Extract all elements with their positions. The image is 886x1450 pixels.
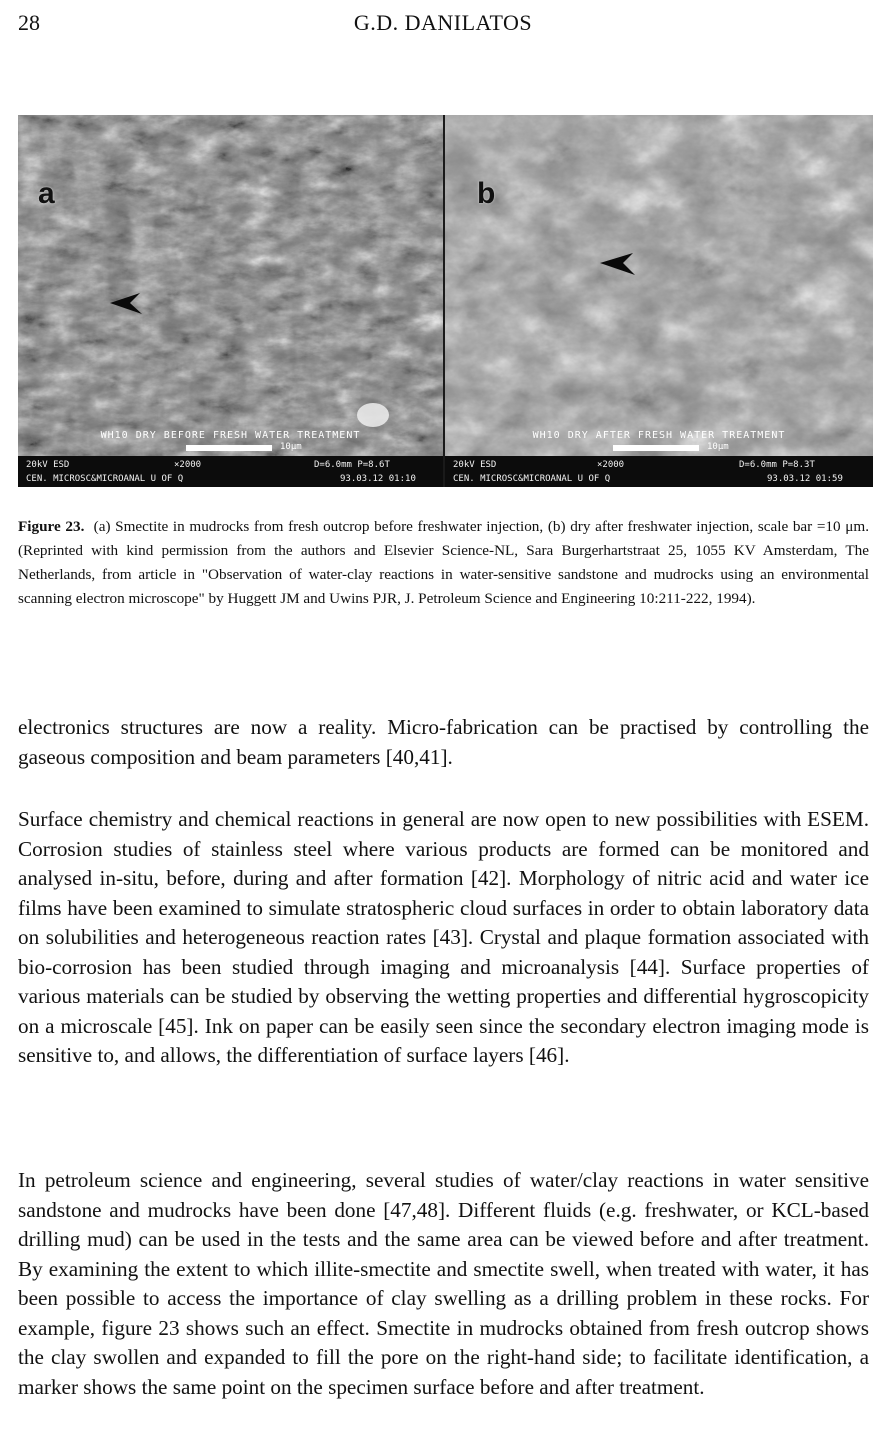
figure-caption: [18, 515, 869, 611]
running-title: G.D. DANILATOS: [353, 10, 533, 35]
panel-label-a: a: [38, 177, 55, 210]
figure-panel-a: [18, 115, 443, 487]
databar-lab-b: CEN. MICROSC&MICROANAL U OF Q: [453, 474, 611, 484]
body-paragraph-2: Surface chemistry and chemical reactions in general are now open to new possibilities with ESEM. Corrosion studies of stainless steel where various products are formed can be monitored and analysed in-situ, before, during and after formation [42]. Morphology of nitric acid and water ice films have been examined to simulate stratospheric cloud surfaces in order to obtain laboratory data on solubilities and heterogeneous reaction rates [43]. Crystal and plaque formation associated with bio-corrosion has been studied through imaging and microanalysis [44]. Surface properties of various materials can be studied by observing the wetting properties and differential hygroscopicity on a microscale [45]. Ink on paper can be easily seen since the secondary electron imaging mode is sensitive to, and allows, the differentiation of surface layers [46].: [18, 807, 869, 1068]
page-header: [18, 10, 868, 40]
panel-label-b: b: [477, 177, 496, 210]
databar-pressure-a: D=6.0mm P=8.6T: [314, 460, 390, 470]
figure-panel-b: [445, 115, 873, 487]
scale-text-b: 10μm: [707, 442, 729, 452]
databar-mag-b: ×2000: [597, 460, 625, 470]
databar-mag-a: ×2000: [174, 460, 202, 470]
figure-23: [18, 115, 873, 487]
scale-bar-b: [613, 445, 699, 451]
scale-text-a: 10μm: [280, 442, 302, 452]
caption-text: (a) Smectite in mudrocks from fresh outcrop before freshwater injection, (b) dry after freshwater injection, scale bar =10 μm. (Reprinted with kind permission from the authors and Elsevier Science-NL, Sara Burgerhartstraat 25, 1055 KV Amsterdam, The Netherlands, from article in "Observation of water-clay reactions in water-sensitive sandstone and mudrocks using an environmental scanning electron microscope" by Huggett JM and Uwins PJR, J. Petroleum Science and Engineering 10:211-222, 1994).: [18, 518, 870, 607]
databar-kv-a: 20kV ESD: [26, 460, 70, 470]
micrograph-banner-a: WH10 DRY BEFORE FRESH WATER TREATMENT: [100, 430, 361, 441]
micrograph-databar-a: [18, 456, 443, 487]
databar-kv-b: 20kV ESD: [453, 460, 497, 470]
body-paragraph-1: electronics structures are now a reality. Micro-fabrication can be practised by controlling the gaseous composition and beam parameters [40,41].: [18, 715, 869, 769]
micrograph-banner-b: WH10 DRY AFTER FRESH WATER TREATMENT: [532, 430, 786, 441]
databar-lab-a: CEN. MICROSC&MICROANAL U OF Q: [26, 474, 184, 484]
caption-label: Figure 23.: [18, 518, 85, 535]
micrograph-databar-b: [445, 456, 873, 487]
databar-date-b: 93.03.12 01:59: [767, 474, 843, 484]
page-number: 28: [18, 10, 40, 35]
databar-date-a: 93.03.12 01:10: [340, 474, 416, 484]
body-paragraph-3: In petroleum science and engineering, several studies of water/clay reactions in water sensitive sandstone and mudrocks have been done [47,48]. Different fluids (e.g. freshwater, or KCL-based drilling mud) can be used in the tests and the same area can be viewed before and after treatment. By examining the extent to which illite-smectite and smectite swell, when treated with water, it has been possible to access the importance of clay swelling as a drilling problem in these rocks. For example, figure 23 shows such an effect. Smectite in mudrocks obtained from fresh outcrop shows the clay swollen and expanded to fill the pore on the right-hand side; to facilitate identification, a marker shows the same point on the specimen surface before and after treatment.: [18, 1168, 869, 1399]
databar-pressure-b: D=6.0mm P=8.3T: [739, 460, 815, 470]
scale-bar-a: [186, 445, 272, 451]
